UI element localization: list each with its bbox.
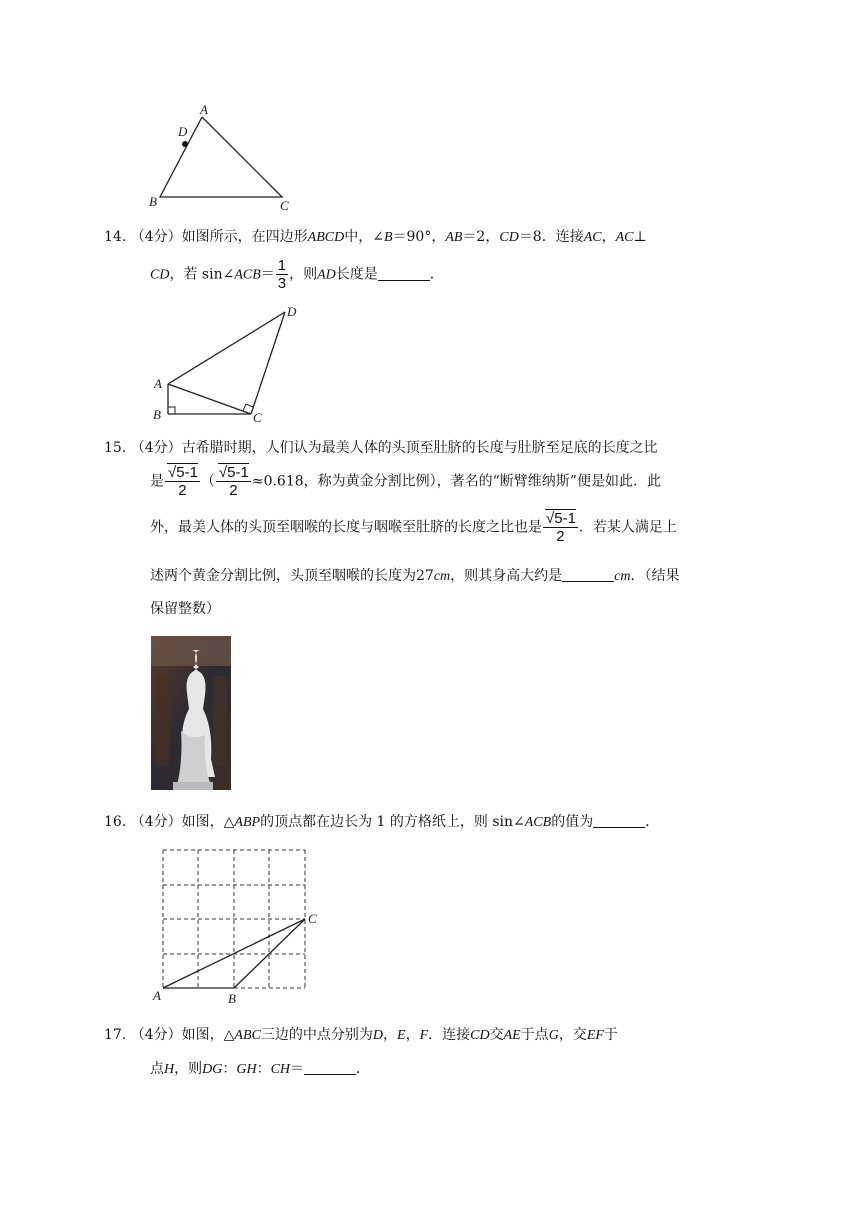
- text: 于: [603, 1027, 618, 1043]
- text: cm: [614, 569, 631, 584]
- label-b: B: [228, 991, 236, 1005]
- text: ．若某人满足上: [578, 519, 677, 536]
- text: 述两个黄金分割比例，头顶至咽喉的长度为: [150, 568, 416, 584]
- text: 交: [489, 1027, 504, 1043]
- text: ：: [256, 1061, 271, 1077]
- fraction-denominator: 2: [178, 482, 187, 499]
- text: ＝90°，: [392, 229, 446, 245]
- text: AD: [317, 267, 336, 283]
- point-d-dot: [182, 141, 188, 147]
- text: AB: [445, 230, 463, 245]
- text: E: [397, 1028, 406, 1043]
- fraction-denominator: 2: [556, 528, 565, 545]
- text: H: [164, 1062, 175, 1077]
- text: ，交: [558, 1027, 587, 1043]
- text: CD: [470, 1028, 490, 1043]
- text: F: [419, 1028, 429, 1043]
- text: 的值为: [551, 814, 594, 830]
- fraction-numerator: [216, 464, 251, 482]
- question-score: （4分）: [130, 1027, 182, 1043]
- text: ．连接: [428, 1027, 471, 1043]
- text: （: [200, 473, 215, 490]
- question-score: （4分）: [130, 440, 182, 456]
- text: ，: [383, 1027, 397, 1043]
- text: ，则: [174, 1061, 203, 1077]
- question-15-line-3: [150, 510, 677, 545]
- text: ，则其身高大约是: [450, 568, 563, 584]
- text: 三边的中点分别为: [260, 1027, 373, 1043]
- text: ACB: [524, 815, 552, 830]
- text: ，则: [289, 266, 318, 283]
- question-number: 15.: [104, 440, 127, 456]
- answer-blank[interactable]: [562, 567, 614, 582]
- text: ．: [429, 266, 444, 283]
- answer-blank[interactable]: [378, 266, 430, 281]
- text: B: [383, 230, 393, 245]
- text: 长度是: [335, 266, 378, 283]
- text: ＝: [260, 266, 275, 283]
- text: ．（结果: [630, 568, 680, 584]
- golden-ratio-fraction: [543, 510, 578, 545]
- text: 如图所示，在四边形: [181, 229, 308, 245]
- answer-blank[interactable]: [304, 1060, 356, 1075]
- fraction-denominator: 2: [229, 482, 238, 499]
- text: ＝: [290, 1061, 305, 1077]
- question-17-line-1: [104, 1025, 744, 1046]
- label-d: D: [287, 304, 297, 319]
- question-score: （4分）: [130, 814, 182, 830]
- text: ．: [645, 814, 660, 830]
- grid-figure-16: [150, 845, 330, 1005]
- text: ABP: [234, 815, 261, 830]
- text: ，: [601, 229, 616, 245]
- text: ABC: [234, 1028, 261, 1043]
- text: 外，最美人体的头顶至咽喉的长度与咽喉至肚脐的长度之比也是: [150, 519, 542, 536]
- fraction-denominator: 3: [277, 275, 287, 292]
- text: cm: [433, 569, 451, 584]
- text: AE: [503, 1028, 521, 1043]
- text: GH: [236, 1062, 257, 1077]
- fraction-one-third: [276, 257, 288, 292]
- label-d: D: [178, 124, 188, 139]
- text: CH: [270, 1062, 291, 1077]
- question-number: 16.: [104, 814, 127, 830]
- text: 点: [150, 1061, 164, 1077]
- fraction-numerator: 1: [277, 257, 287, 274]
- triangle-figure-13: [140, 100, 300, 215]
- text: ，若 sin∠: [169, 266, 235, 283]
- question-15-line-5: [150, 598, 220, 618]
- text: 保留整数）: [150, 601, 220, 617]
- text: 如图，△: [181, 1027, 235, 1043]
- label-c: C: [308, 911, 317, 926]
- fraction-numerator: [165, 464, 200, 482]
- text: CD: [150, 267, 170, 283]
- text: 27: [416, 568, 434, 584]
- label-a: A: [153, 988, 161, 1003]
- text: ≈0.618，称为黄金分割比例），著名的“断臂维纳斯”便是如此．此: [251, 473, 661, 490]
- dashed-grid: [163, 850, 305, 988]
- fraction-numerator: [543, 510, 578, 528]
- question-number: 17.: [104, 1027, 127, 1043]
- text: ，: [405, 1027, 420, 1043]
- text: 的顶点都在边长为 1 的方格纸上，则 sin∠: [260, 814, 525, 830]
- question-14-line-2: [150, 257, 444, 292]
- text: 古希腊时期，人们认为最美人体的头顶至肚脐的长度与肚脐至足底的长度之比: [181, 440, 658, 456]
- text: AC: [615, 230, 634, 245]
- question-15-line-1: [104, 438, 744, 458]
- question-number: 14.: [104, 229, 127, 245]
- label-c: C: [253, 410, 262, 425]
- text: 是: [150, 473, 164, 490]
- text: ＝8．连接: [518, 229, 584, 245]
- sqrt-expression: √5-1: [546, 510, 576, 527]
- venus-de-milo-photo: [151, 636, 231, 790]
- label-b: B: [149, 194, 157, 209]
- question-15-line-2: [150, 464, 661, 499]
- text: AC: [583, 230, 602, 245]
- question-16: [104, 812, 744, 833]
- text: 于点: [520, 1027, 549, 1043]
- text: ⊥: [633, 229, 647, 245]
- text: EF: [586, 1028, 604, 1043]
- question-14-line-1: [104, 227, 744, 248]
- golden-ratio-fraction: [216, 464, 251, 499]
- answer-blank[interactable]: [593, 813, 645, 828]
- text: ABCD: [307, 230, 345, 245]
- quadrilateral-figure-14: [145, 300, 315, 425]
- question-17-line-2: [150, 1058, 370, 1078]
- question-15-line-4: [150, 565, 679, 585]
- label-a: A: [154, 376, 162, 391]
- label-a: A: [200, 102, 208, 117]
- text: CD: [499, 230, 519, 245]
- sqrt-expression: √5-1: [168, 464, 198, 481]
- label-c: C: [280, 198, 289, 213]
- text: ACB: [234, 267, 261, 283]
- golden-ratio-fraction: [165, 464, 200, 499]
- text: 如图，△: [181, 814, 235, 830]
- text: ＝2，: [462, 229, 500, 245]
- question-score: （4分）: [130, 229, 182, 245]
- text: DG: [202, 1062, 223, 1077]
- text: ．: [356, 1061, 371, 1077]
- sqrt-expression: √5-1: [218, 464, 249, 481]
- text: 中，∠: [344, 229, 384, 245]
- label-b: B: [153, 407, 161, 422]
- text: D: [372, 1028, 383, 1043]
- text: ：: [222, 1061, 237, 1077]
- text: G: [548, 1028, 559, 1043]
